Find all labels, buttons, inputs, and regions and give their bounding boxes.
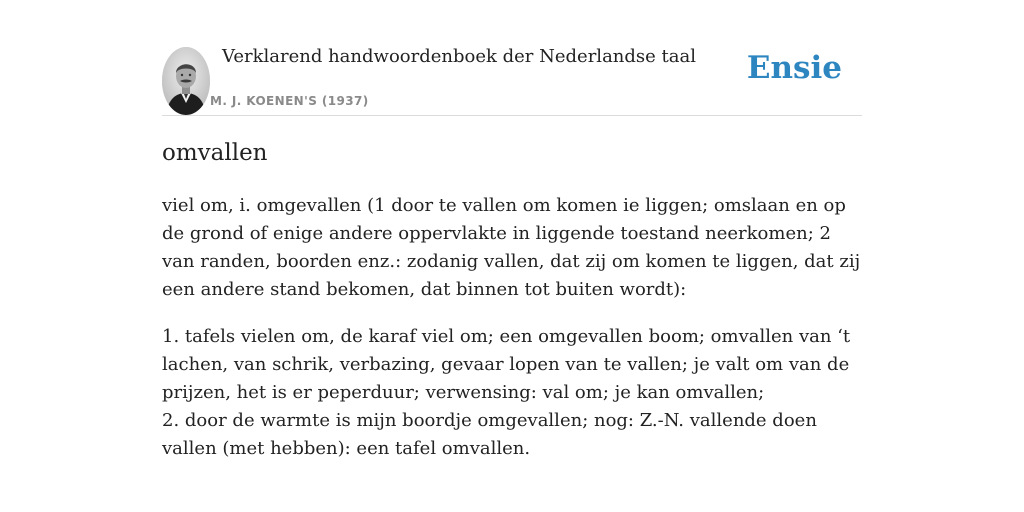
book-title: Verklarend handwoordenboek der Nederlandse taal — [222, 46, 696, 67]
entry-headword: omvallen — [162, 140, 268, 166]
ensie-logo-link[interactable]: Ensie — [746, 50, 842, 86]
entry-definition: viel om, i. omgevallen (1 door te vallen om komen ie liggen; omslaan en op de grond of enige andere oppervlakte in liggende toestand neerkomen; 2 van randen, boorden enz.: zodanig vallen, dat zij om komen te liggen, dat zij een andere stand bekomen, dat binnen tot buiten wordt): — [162, 195, 861, 300]
example-item: 2. door de warmte is mijn boordje omgevallen; nog: Z.-N. vallende doen vallen (met hebben): een tafel omvallen. — [162, 410, 817, 459]
author-label: M. J. KOENEN'S (1937) — [210, 94, 369, 108]
page-content — [162, 0, 862, 459]
example-item: 1. tafels vielen om, de karaf viel om; een omgevallen boom; omvallen van ‘t lachen, van schrik, verbazing, gevaar lopen van te vallen; je valt om van de prijzen, het is er peperduur; verwensing: val om; je kan omvallen; — [162, 326, 851, 403]
dictionary-header — [162, 0, 862, 116]
author-portrait-icon — [162, 47, 210, 115]
entry-examples — [162, 323, 862, 463]
